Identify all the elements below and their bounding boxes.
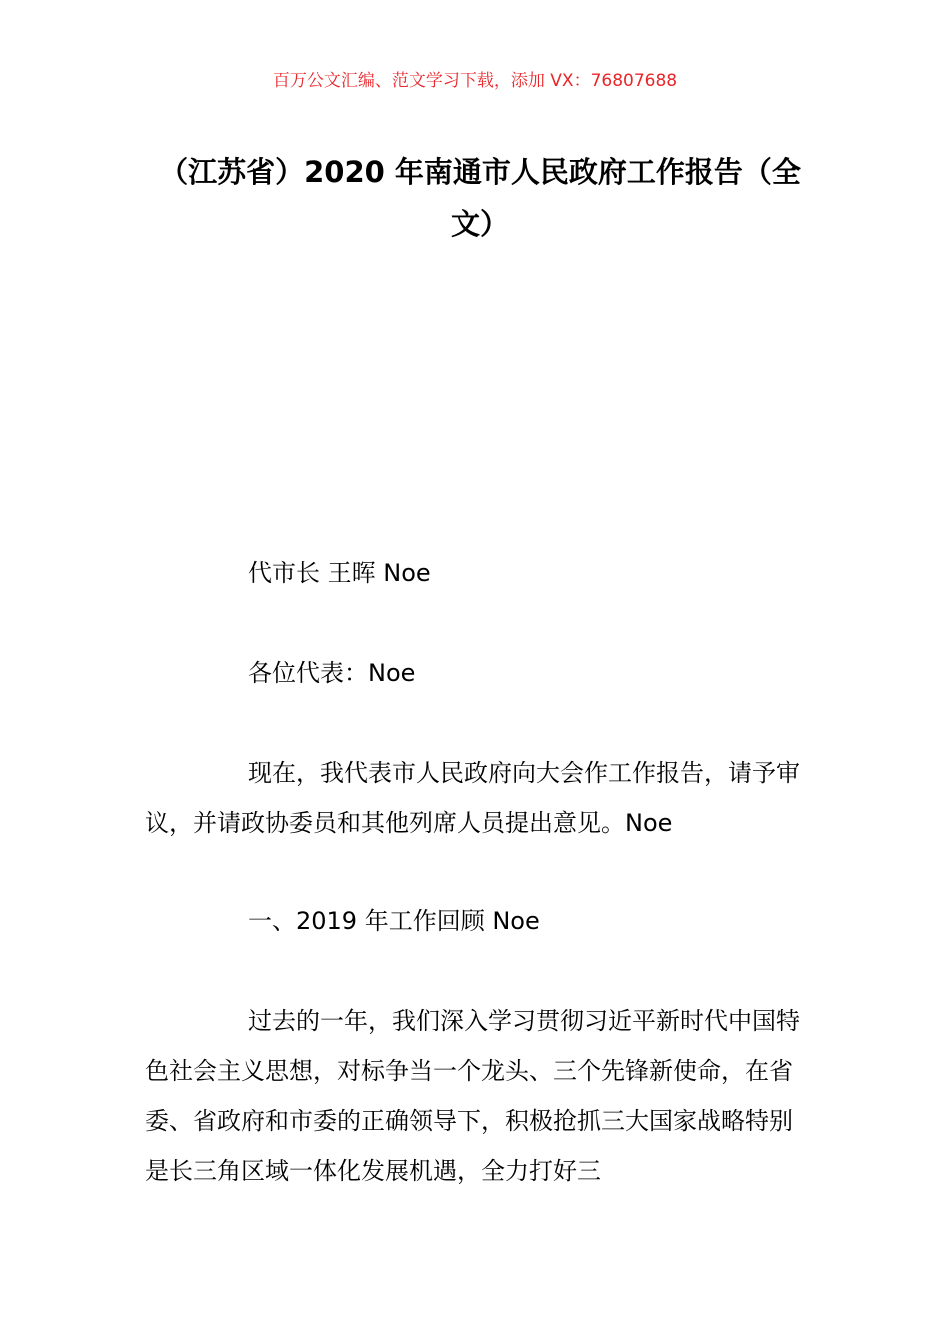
intro-paragraph: 现在，我代表市人民政府向大会作工作报告，请予审议，并请政协委员和其他列席人员提出意见。Noe bbox=[145, 759, 800, 837]
page-title: （江苏省）2020 年南通市人民政府工作报告（全文） bbox=[159, 155, 801, 241]
header-note: 百万公文汇编、范文学习下载，添加 VX：76807688 bbox=[272, 71, 678, 91]
body-paragraph: 过去的一年，我们深入学习贯彻习近平新时代中国特色社会主义思想，对标争当一个龙头、三个先锋新使命，在省委、省政府和市委的正确领导下，积极抢抓三大国家战略特别是长三角区域一体化发展机遇，全力打好三 bbox=[145, 1007, 800, 1185]
salutation: 各位代表：Noe bbox=[248, 659, 416, 687]
author-line: 代市长 王晖 Noe bbox=[248, 559, 431, 587]
section-heading: 一、2019 年工作回顾 Noe bbox=[248, 907, 540, 935]
